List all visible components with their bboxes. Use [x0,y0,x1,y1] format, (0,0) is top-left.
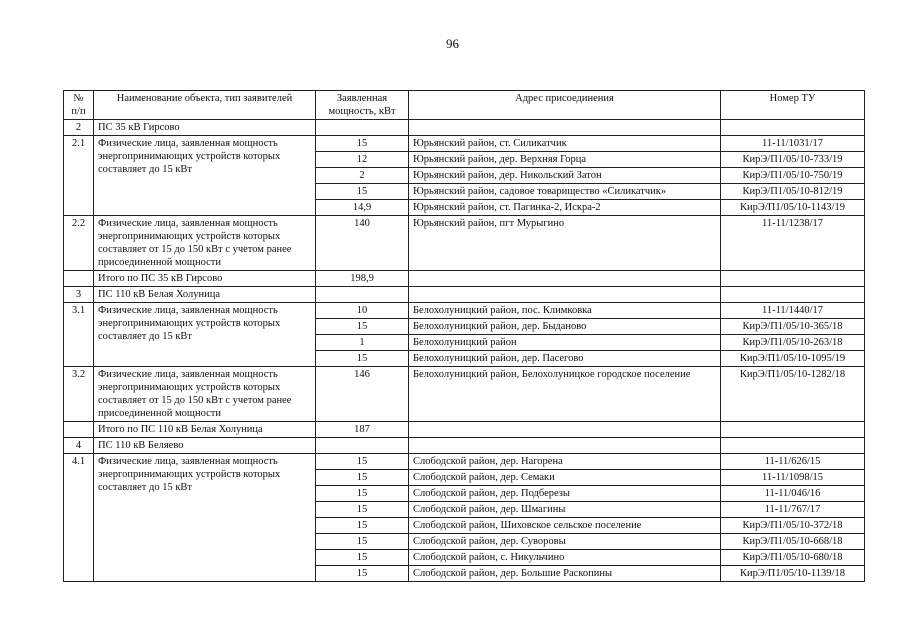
tu-cell: КирЭ/П1/05/10-668/18 [721,534,865,550]
tu-cell: КирЭ/П1/05/10-680/18 [721,550,865,566]
power-cell: 15 [316,184,409,200]
section-title: ПС 110 кВ Беляево [94,438,316,454]
page-number: 96 [446,36,459,51]
power-cell: 15 [316,486,409,502]
address-cell: Белохолуницкий район, пос. Климковка [409,303,721,319]
table-row [64,216,865,271]
power-cell: 15 [316,502,409,518]
address-cell: Белохолуницкий район, дер. Быданово [409,319,721,335]
header-tu: Номер ТУ [721,91,865,120]
power-cell: 15 [316,454,409,470]
power-cell: 15 [316,534,409,550]
address-cell: Слободской район, Шиховское сельское поселение [409,518,721,534]
power-cell: 140 [316,216,409,271]
table-row [64,367,865,422]
header-power: Заявленная мощность, кВт [316,91,409,120]
address-cell: Слободской район, дер. Подберезы [409,486,721,502]
power-cell: 14,9 [316,200,409,216]
power-cell: 146 [316,367,409,422]
total-value: 187 [316,422,409,438]
table-row [64,136,865,152]
tu-cell: КирЭ/П1/05/10-372/18 [721,518,865,534]
tu-cell: КирЭ/П1/05/10-750/19 [721,168,865,184]
tu-cell: КирЭ/П1/05/10-733/19 [721,152,865,168]
section-title: ПС 35 кВ Гирсово [94,120,316,136]
power-cell: 15 [316,319,409,335]
power-cell: 15 [316,470,409,486]
power-cell: 15 [316,566,409,582]
address-cell: Юрьянский район, пгт Мурыгино [409,216,721,271]
power-cell: 15 [316,351,409,367]
tu-cell: 11-11/767/17 [721,502,865,518]
address-cell: Юрьянский район, ст. Силикатчик [409,136,721,152]
tu-cell: КирЭ/П1/05/10-1095/19 [721,351,865,367]
power-cell: 2 [316,168,409,184]
address-cell: Слободской район, дер. Шмагины [409,502,721,518]
applicant-type: Физические лица, заявленная мощность энергопринимающих устройств которых составляет до 15 кВт [94,136,316,216]
applicant-type: Физические лица, заявленная мощность энергопринимающих устройств которых составляет до 15 кВт [94,454,316,582]
group-num: 2.1 [64,136,94,216]
tu-cell: КирЭ/П1/05/10-365/18 [721,319,865,335]
address-cell: Белохолуницкий район [409,335,721,351]
section-title: ПС 110 кВ Белая Холуница [94,287,316,303]
group-num: 3.1 [64,303,94,367]
tu-cell: 11-11/626/15 [721,454,865,470]
total-row [64,271,865,287]
tu-cell: КирЭ/П1/05/10-812/19 [721,184,865,200]
address-cell: Слободской район, дер. Семаки [409,470,721,486]
table-header-row [64,91,865,120]
total-value: 198,9 [316,271,409,287]
address-cell: Юрьянский район, ст. Пагинка-2, Искра-2 [409,200,721,216]
tu-cell: 11-11/046/16 [721,486,865,502]
address-cell: Белохолуницкий район, Белохолуницкое городское поселение [409,367,721,422]
section-row [64,287,865,303]
power-cell: 15 [316,550,409,566]
address-cell: Слободской район, дер. Суворовы [409,534,721,550]
applicant-type: Физические лица, заявленная мощность энергопринимающих устройств которых составляет от 15 до 150 кВт с учетом ранее присоединенной мощности [94,367,316,422]
address-cell: Юрьянский район, садовое товарищество «Силикатчик» [409,184,721,200]
table-row [64,303,865,319]
group-num: 4.1 [64,454,94,582]
tu-cell: 11-11/1031/17 [721,136,865,152]
group-num: 3.2 [64,367,94,422]
address-cell: Белохолуницкий район, дер. Пасегово [409,351,721,367]
power-cell: 15 [316,136,409,152]
tu-cell: КирЭ/П1/05/10-1139/18 [721,566,865,582]
tu-cell: 11-11/1440/17 [721,303,865,319]
address-cell: Слободской район, дер. Нагорена [409,454,721,470]
applicant-type: Физические лица, заявленная мощность энергопринимающих устройств которых составляет от 15 до 150 кВт с учетом ранее присоединенной мощности [94,216,316,271]
total-row [64,422,865,438]
power-cell: 1 [316,335,409,351]
section-row [64,120,865,136]
group-num: 2.2 [64,216,94,271]
header-address: Адрес присоединения [409,91,721,120]
tu-cell: КирЭ/П1/05/10-263/18 [721,335,865,351]
section-row [64,438,865,454]
tu-cell: КирЭ/П1/05/10-1143/19 [721,200,865,216]
address-cell: Юрьянский район, дер. Верхняя Горца [409,152,721,168]
power-cell: 10 [316,303,409,319]
connections-table [63,90,865,582]
section-num: 4 [64,438,94,454]
address-cell: Слободской район, дер. Большие Раскопины [409,566,721,582]
power-cell: 12 [316,152,409,168]
table-row [64,454,865,470]
tu-cell: 11-11/1238/17 [721,216,865,271]
section-num: 2 [64,120,94,136]
total-label: Итого по ПС 35 кВ Гирсово [94,271,316,287]
header-num: № п/п [64,91,94,120]
address-cell: Слободской район, с. Никульчино [409,550,721,566]
header-name: Наименование объекта, тип заявителей [94,91,316,120]
applicant-type: Физические лица, заявленная мощность энергопринимающих устройств которых составляет до 15 кВт [94,303,316,367]
address-cell: Юрьянский район, дер. Никольский Затон [409,168,721,184]
total-label: Итого по ПС 110 кВ Белая Холуница [94,422,316,438]
tu-cell: 11-11/1098/15 [721,470,865,486]
tu-cell: КирЭ/П1/05/10-1282/18 [721,367,865,422]
section-num: 3 [64,287,94,303]
power-cell: 15 [316,518,409,534]
